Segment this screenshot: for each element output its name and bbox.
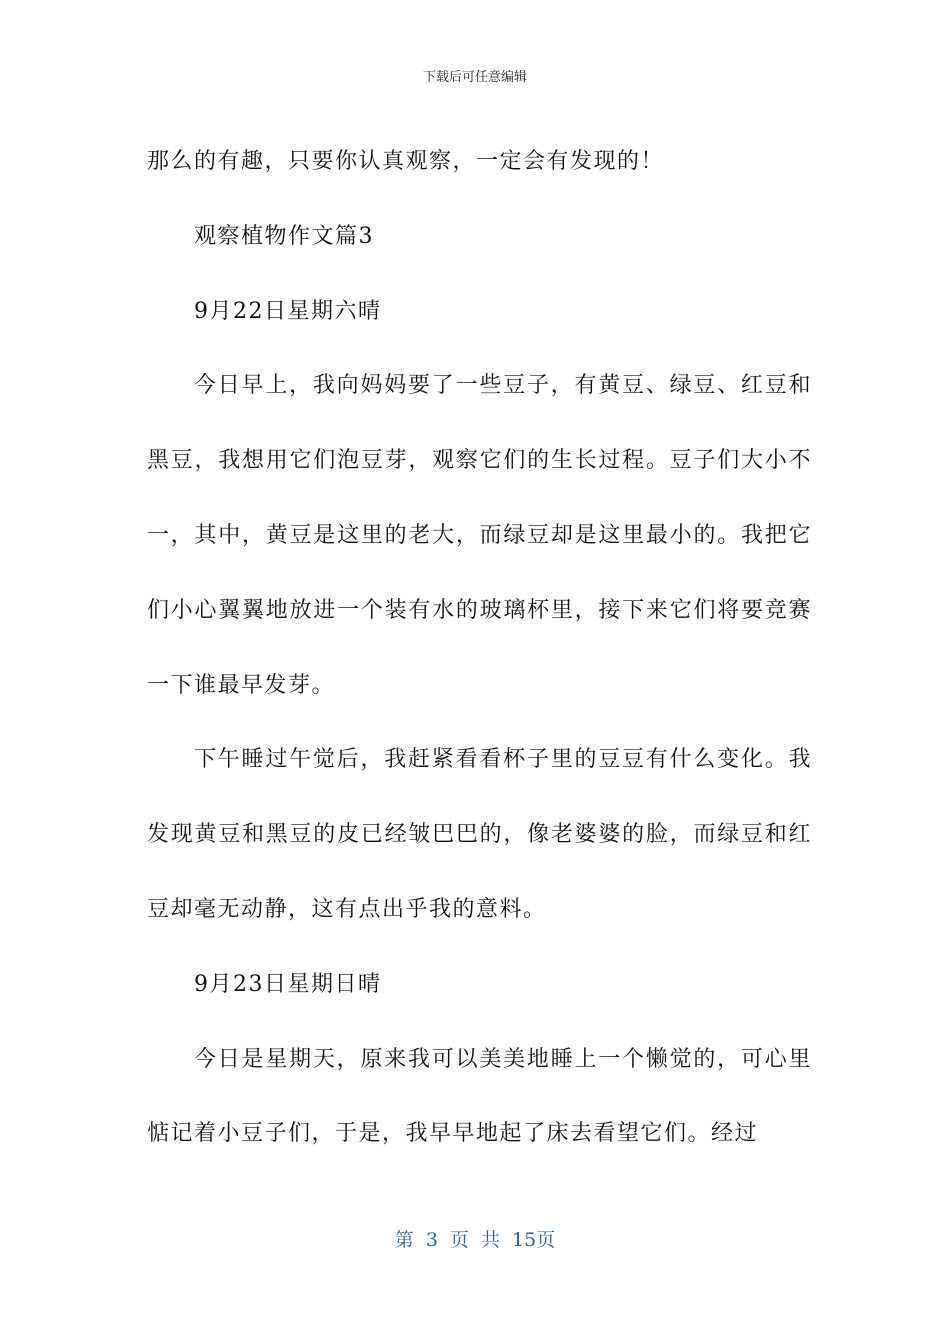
paragraph: 今日是星期天，原来我可以美美地睡上一个懒觉的，可心里惦记着小豆子们，于是，我早早地起了床去看望它们。经过 [147,1046,812,1147]
paragraph: 下午睡过午觉后，我赶紧看看杯子里的豆豆有什么变化。我发现黄豆和黑豆的皮已经皱巴巴的，像老婆婆的脸，而绿豆和红豆却毫无动静，这有点出乎我的意料。 [147,747,812,922]
page-header: 下载后可任意编辑 [422,70,527,85]
page-number: 第 3 页 共 15页 [394,1229,556,1251]
section-title: 观察植物作文篇3 [194,223,374,249]
diary-date: 9月22日星期六晴 [194,298,382,324]
paragraph: 今日早上，我向妈妈要了一些豆子，有黄豆、绿豆、红豆和黑豆，我想用它们泡豆芽，观察它们的生长过程。豆子们大小不一，其中，黄豆是这里的老大，而绿豆却是这里最小的。我把它们小心翼翼地放进一个装有水的玻璃杯里，接下来它们将要竞赛一下谁最早发芽。 [147,373,812,698]
document-body [147,125,812,1172]
paragraph-continuation: 那么的有趣，只要你认真观察，一定会有发现的！ [147,149,665,174]
diary-date: 9月23日星期日晴 [194,971,382,997]
